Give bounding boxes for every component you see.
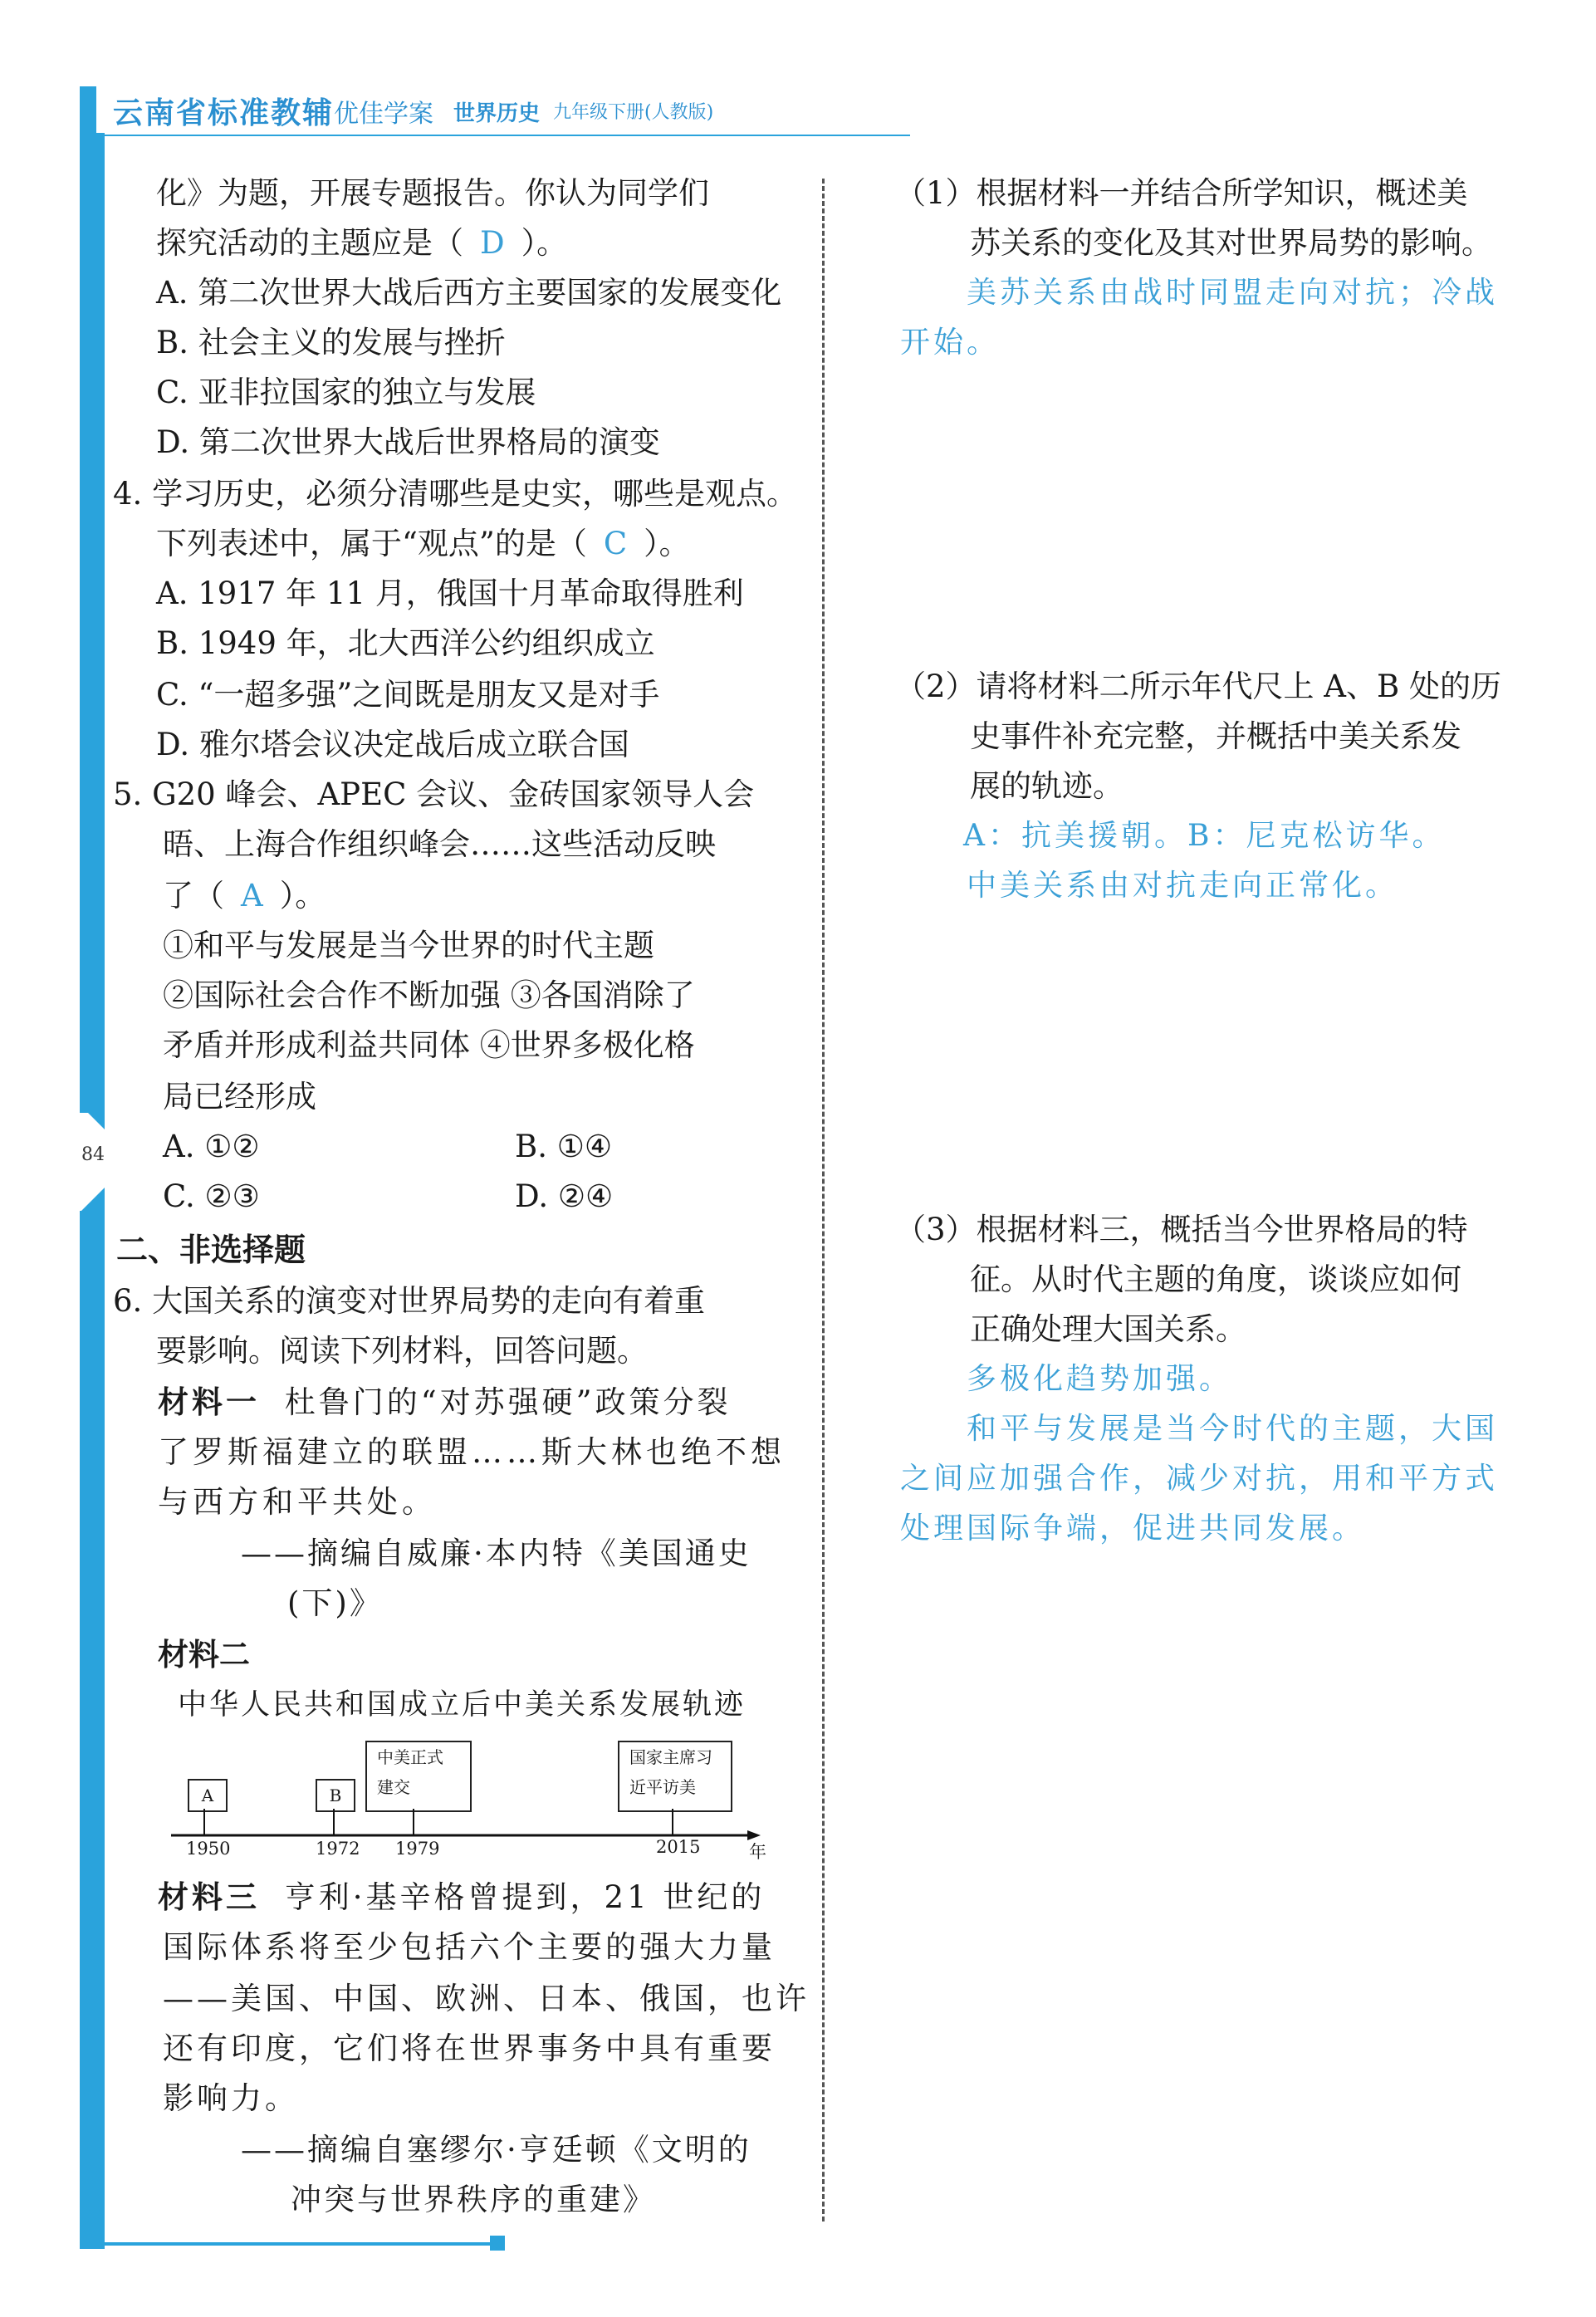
p3-line1: （3）根据材料三，概括当今世界格局的特 bbox=[895, 1212, 1468, 1247]
p3-line2: 征。从时代主题的角度，谈谈应如何 bbox=[970, 1261, 1461, 1297]
p1-line1: （1）根据材料一并结合所学知识，概述美 bbox=[895, 175, 1468, 211]
q5-statement-1: ①和平与发展是当今世界的时代主题 bbox=[163, 928, 654, 963]
material-1: 材料一 杜鲁门的“对苏强硬”政策分裂 bbox=[158, 1384, 732, 1420]
material-3-source-2: 冲突与世界秩序的重建》 bbox=[291, 2182, 656, 2217]
material-2-title: 中华人民共和国成立后中美关系发展轨迹 bbox=[178, 1688, 747, 1722]
year-1979: 1979 bbox=[395, 1839, 440, 1859]
q4-option-a: A. 1917 年 11 月，俄国十月革命取得胜利 bbox=[156, 576, 744, 611]
q5-line3: 了（ A ）。 bbox=[163, 878, 326, 914]
timeline-box-a: A bbox=[188, 1779, 228, 1812]
q5-option-d: D. ②④ bbox=[515, 1178, 614, 1214]
side-bar-top bbox=[80, 133, 105, 1113]
q3-line1: 化》为题，开展专题报告。你认为同学们 bbox=[156, 175, 709, 211]
timeline-box-2015: 国家主席习 近平访美 bbox=[618, 1741, 732, 1812]
q5-option-b: B. ①④ bbox=[515, 1129, 613, 1164]
material-1-source-1: ——摘编自威廉·本内特《美国通史 bbox=[241, 1536, 751, 1571]
p3-answer-2: 和平与发展是当今时代的主题，大国 bbox=[967, 1412, 1499, 1446]
footer-square bbox=[490, 2236, 505, 2251]
q6-line2: 要影响。阅读下列材料，回答问题。 bbox=[156, 1333, 648, 1369]
subject-title: 世界历史 bbox=[453, 101, 541, 126]
material-1-line3: 与西方和平共处。 bbox=[158, 1484, 437, 1520]
q4-option-d: D. 雅尔塔会议决定战后成立联合国 bbox=[156, 727, 629, 762]
timeline-box-1979: 中美正式 建交 bbox=[365, 1741, 472, 1812]
q3-option-d: D. 第二次世界大战后世界格局的演变 bbox=[156, 424, 660, 460]
q3-option-b: B. 社会主义的发展与挫折 bbox=[156, 325, 506, 360]
q5-option-c: C. ②③ bbox=[163, 1178, 260, 1214]
q5-statement-4: 局已经形成 bbox=[163, 1079, 316, 1114]
side-notch-bottom bbox=[80, 1188, 105, 1212]
q5-statement-3: 矛盾并形成利益共同体 ④世界多极化格 bbox=[163, 1027, 695, 1063]
p1-line2: 苏关系的变化及其对世界局势的影响。 bbox=[970, 225, 1492, 261]
material-3-line4: 还有印度，它们将在世界事务中具有重要 bbox=[163, 2030, 776, 2066]
q4-option-c: C. “一超多强”之间既是朋友又是对手 bbox=[156, 677, 660, 713]
page-number: 84 bbox=[81, 1144, 105, 1165]
q5-line2: 晤、上海合作组织峰会……这些活动反映 bbox=[163, 826, 716, 862]
header-rule bbox=[80, 86, 96, 136]
q4-option-b: B. 1949 年，北大西洋公约组织成立 bbox=[156, 625, 655, 661]
year-1972: 1972 bbox=[316, 1839, 360, 1859]
brand-title: 云南省标准教辅 bbox=[113, 96, 335, 130]
q4-line1: 4. 学习历史，必须分清哪些是史实，哪些是观点。 bbox=[113, 476, 798, 512]
p1-answer-2: 开始。 bbox=[900, 326, 1001, 360]
material-3: 材料三 亨利·基辛格曾提到，21 世纪的 bbox=[158, 1879, 766, 1915]
header-underline bbox=[80, 135, 910, 136]
q5-option-a: A. ①② bbox=[163, 1129, 260, 1164]
material-1-label: 材料一 bbox=[158, 1384, 260, 1420]
p2-answer-1: A：抗美援朝。B：尼克松访华。 bbox=[963, 819, 1446, 853]
section-heading: 二、非选择题 bbox=[116, 1232, 306, 1268]
header bbox=[80, 83, 993, 141]
material-3-line2: 国际体系将至少包括六个主要的强大力量 bbox=[163, 1929, 776, 1965]
material-3-source-1: ——摘编自塞缪尔·亨廷顿《文明的 bbox=[241, 2132, 751, 2168]
p3-line3: 正确处理大国关系。 bbox=[970, 1311, 1246, 1347]
q4-answer: C bbox=[603, 526, 628, 561]
q6-line1: 6. 大国关系的演变对世界局势的走向有着重 bbox=[113, 1283, 706, 1319]
p3-answer-3: 之间应加强合作，减少对抗，用和平方式 bbox=[900, 1462, 1499, 1496]
material-1-line2: 了罗斯福建立的联盟……斯大林也绝不想 bbox=[158, 1434, 786, 1470]
q3-option-c: C. 亚非拉国家的独立与发展 bbox=[156, 375, 536, 410]
series-title: 优佳学案 bbox=[334, 100, 433, 129]
material-3-line3: ——美国、中国、欧洲、日本、俄国，也许 bbox=[163, 1981, 810, 2016]
p3-answer-4: 处理国际争端，促进共同发展。 bbox=[900, 1511, 1366, 1545]
q5-answer: A bbox=[241, 878, 263, 914]
q3-answer: D bbox=[480, 225, 505, 261]
year-2015: 2015 bbox=[656, 1837, 701, 1857]
year-unit: 年 bbox=[749, 1842, 766, 1862]
material-3-line5: 影响力。 bbox=[163, 2080, 299, 2116]
p2-answer-2: 中美关系由对抗走向正常化。 bbox=[967, 869, 1399, 903]
p2-line1: （2）请将材料二所示年代尺上 A、B 处的历 bbox=[895, 669, 1501, 704]
q3-option-a: A. 第二次世界大战后西方主要国家的发展变化 bbox=[156, 275, 782, 311]
q3-line2: 探究活动的主题应是（ D ）。 bbox=[156, 225, 568, 261]
side-bar-bottom bbox=[80, 1211, 105, 2249]
footer-rule bbox=[80, 2242, 493, 2246]
material-3-label: 材料三 bbox=[158, 1879, 260, 1915]
p3-answer-1: 多极化趋势加强。 bbox=[967, 1362, 1233, 1396]
material-2-label: 材料二 bbox=[158, 1637, 250, 1673]
column-divider bbox=[822, 179, 825, 2221]
q5-line1: 5. G20 峰会、APEC 会议、金砖国家领导人会 bbox=[113, 776, 755, 812]
p1-answer-1: 美苏关系由战时同盟走向对抗；冷战 bbox=[967, 276, 1499, 310]
side-notch-top bbox=[80, 1105, 105, 1129]
p2-line3: 展的轨迹。 bbox=[970, 768, 1124, 804]
timeline-box-b: B bbox=[316, 1779, 355, 1812]
year-1950: 1950 bbox=[186, 1839, 231, 1859]
p2-line2: 史事件补充完整，并概括中美关系发 bbox=[970, 718, 1461, 754]
q5-statement-2: ②国际社会合作不断加强 ③各国消除了 bbox=[163, 977, 695, 1013]
grade-label: 九年级下册(人教版) bbox=[553, 102, 714, 123]
q4-line2: 下列表述中，属于“观点”的是（ C ）。 bbox=[156, 526, 690, 561]
material-1-source-2: (下)》 bbox=[287, 1585, 383, 1621]
